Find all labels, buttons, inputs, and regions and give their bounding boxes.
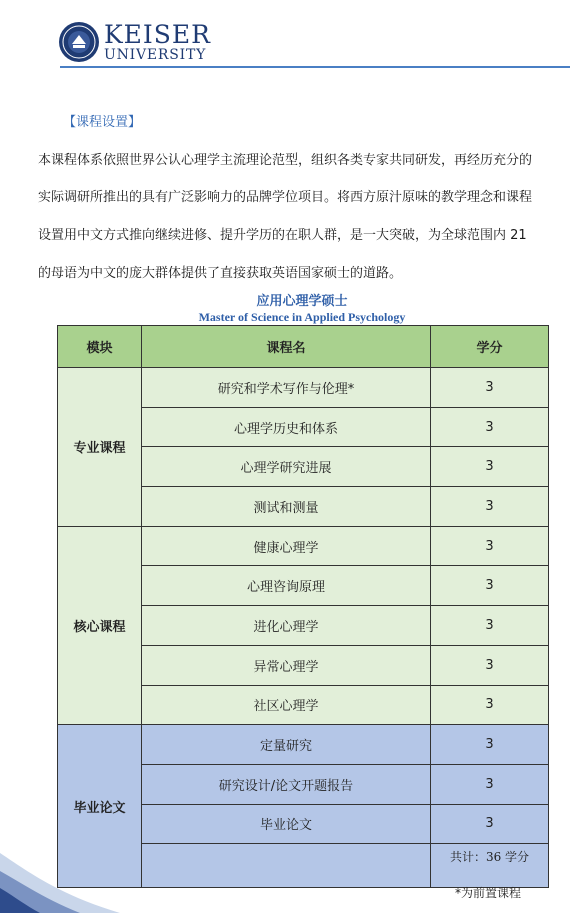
credits-cell: 3 — [431, 606, 549, 646]
course-name-cell: 心理学研究进展 — [142, 447, 431, 487]
credits-cell: 3 — [431, 764, 549, 804]
table-row — [58, 526, 549, 566]
course-name-cell: 研究设计/论文开题报告 — [142, 764, 431, 804]
credits-cell: 3 — [431, 645, 549, 685]
credits-cell: 3 — [431, 804, 549, 844]
credits-cell: 3 — [431, 566, 549, 606]
paragraph-line: 设置用中文方式推向继续进修、提升学历的在职人群，是一大突破，为全球范围内 21 — [38, 228, 527, 243]
logo-name-line1: KEISER — [104, 20, 212, 49]
course-name-cell: 定量研究 — [142, 725, 431, 765]
course-name-cell: 异常心理学 — [142, 645, 431, 685]
course-name-cell: 毕业论文 — [142, 804, 431, 844]
course-name-cell: 社区心理学 — [142, 685, 431, 725]
paragraph-line: 实际调研所推出的具有广泛影响力的品牌学位项目。将西方原汁原味的教学理念和课程 — [38, 190, 533, 205]
university-logo — [58, 20, 211, 64]
course-name-cell: 进化心理学 — [142, 606, 431, 646]
header-credits: 学分 — [431, 326, 549, 368]
course-name-cell: 测试和测量 — [142, 487, 431, 527]
course-name-cell: 健康心理学 — [142, 526, 431, 566]
credits-cell: 3 — [431, 368, 549, 408]
section-heading: 【课程设置】 — [63, 115, 142, 130]
course-name-cell: 心理咨询原理 — [142, 566, 431, 606]
paragraph-line: 的母语为中文的庞大群体提供了直接获取英语国家硕士的道路。 — [38, 266, 403, 281]
module-cell: 专业课程 — [58, 368, 142, 527]
credits-cell: 3 — [431, 487, 549, 527]
credits-cell: 3 — [431, 526, 549, 566]
course-table — [57, 325, 549, 888]
table-row — [58, 368, 549, 408]
table-row — [58, 725, 549, 765]
total-credits-cell: 共计：36 学分 — [431, 844, 549, 888]
header-module: 模块 — [58, 326, 142, 368]
credits-cell: 3 — [431, 447, 549, 487]
module-cell: 毕业论文 — [58, 725, 142, 888]
university-seal-icon — [58, 21, 100, 63]
table-title-cn: 应用心理学硕士 — [256, 294, 348, 309]
module-cell: 核心课程 — [58, 526, 142, 724]
header-course-name: 课程名 — [142, 326, 431, 368]
credits-cell: 3 — [431, 685, 549, 725]
paragraph-line: 本课程体系依照世界公认心理学主流理论范型，组织各类专家共同研发，再经历充分的 — [38, 153, 533, 168]
header-divider — [60, 66, 570, 68]
course-name-cell: 心理学历史和体系 — [142, 407, 431, 447]
logo-name-line2: UNIVERSITY — [104, 47, 207, 63]
course-name-cell: 研究和学术写作与伦理* — [142, 368, 431, 408]
table-title-en: Master of Science in Applied Psychology — [198, 310, 406, 324]
table-header-row — [58, 326, 549, 368]
credits-cell: 3 — [431, 725, 549, 765]
footnote: *为前置课程 — [455, 886, 522, 900]
credits-cell: 3 — [431, 407, 549, 447]
empty-cell — [142, 844, 431, 888]
